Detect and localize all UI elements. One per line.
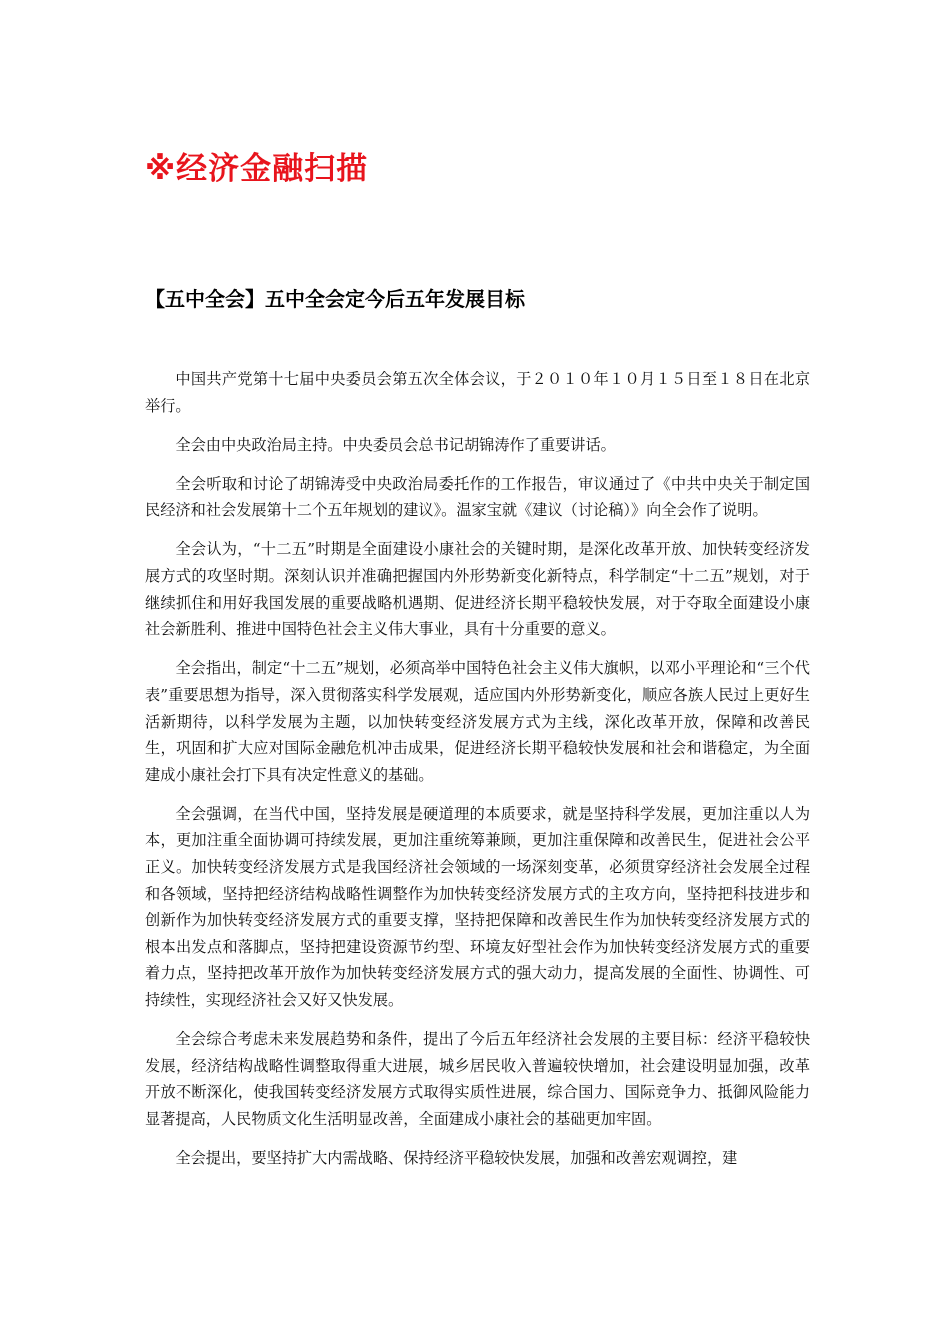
article-body bbox=[145, 366, 810, 1184]
paragraph-development-emphasis: 全会强调，在当代中国，坚持发展是硬道理的本质要求，就是坚持科学发展，更加注重以人为本，更加注重全面协调可持续发展，更加注重统筹兼顾，更加注重保障和改善民生，促进社会公平正义。加快转变经济发展方式是我国经济社会领域的一场深刻变革，必须贯穿经济社会发展全过程和各领域，坚持把经济结构战略性调整作为加快转变经济发展方式的主攻方向，坚持把科技进步和创新作为加快转变经济发展方式的重要支撑，坚持把保障和改善民生作为加快转变经济发展方式的根本出发点和落脚点，坚持把建设资源节约型、环境友好型社会作为加快转变经济发展方式的重要着力点，坚持把改革开放作为加快转变经济发展方式的强大动力，提高发展的全面性、协调性、可持续性，实现经济社会又好又快发展。 bbox=[145, 804, 810, 1009]
paragraph-domestic-demand: 全会提出，要坚持扩大内需战略、保持经济平稳较快发展，加强和改善宏观调控，建 bbox=[175, 1148, 738, 1167]
paragraph-period-significance: 全会认为，“十二五”时期是全面建设小康社会的关键时期，是深化改革开放、加快转变经济发展方式的攻坚时期。深刻认识并准确把握国内外形势新变化新特点，科学制定“十二五”规划，对于继续抓住和用好我国发展的重要战略机遇期、促进经济长期平稳较快发展，对于夺取全面建设小康社会新胜利、推进中国特色社会主义伟大事业，具有十分重要的意义。 bbox=[145, 540, 810, 639]
paragraph-meeting-dates: 中国共产党第十七届中央委员会第五次全体会议，于２０１０年１０月１５日至１８日在北京举行。 bbox=[145, 370, 810, 415]
article-title: 【五中全会】五中全会定今后五年发展目标 bbox=[145, 287, 525, 311]
section-title: ※经济金融扫描 bbox=[145, 151, 369, 187]
paragraph-meeting-host: 全会由中央政治局主持。中央委员会总书记胡锦涛作了重要讲话。 bbox=[175, 435, 616, 454]
paragraph-report-review: 全会听取和讨论了胡锦涛受中央政治局委托作的工作报告，审议通过了《中共中央关于制定国民经济和社会发展第十二个五年规划的建议》。温家宝就《建议（讨论稿）》向全会作了说明。 bbox=[145, 474, 810, 520]
paragraph-guiding-principles: 全会指出，制定“十二五”规划，必须高举中国特色社会主义伟大旗帜，以邓小平理论和“三个代表”重要思想为指导，深入贯彻落实科学发展观，适应国内外形势新变化，顺应各族人民过上更好生活新期待，以科学发展为主题，以加快转变经济发展方式为主线，深化改革开放，保障和改善民生，巩固和扩大应对国际金融危机冲击成果，促进经济长期平稳较快发展和社会和谐稳定，为全面建成小康社会打下具有决定性意义的基础。 bbox=[145, 659, 810, 784]
paragraph-main-goals: 全会综合考虑未来发展趋势和条件，提出了今后五年经济社会发展的主要目标：经济平稳较快发展，经济结构战略性调整取得重大进展，城乡居民收入普遍较快增加，社会建设明显加强，改革开放不断深化，使我国转变经济发展方式取得实质性进展，综合国力、国际竞争力、抵御风险能力显著提高，人民物质文化生活明显改善，全面建成小康社会的基础更加牢固。 bbox=[145, 1030, 810, 1128]
